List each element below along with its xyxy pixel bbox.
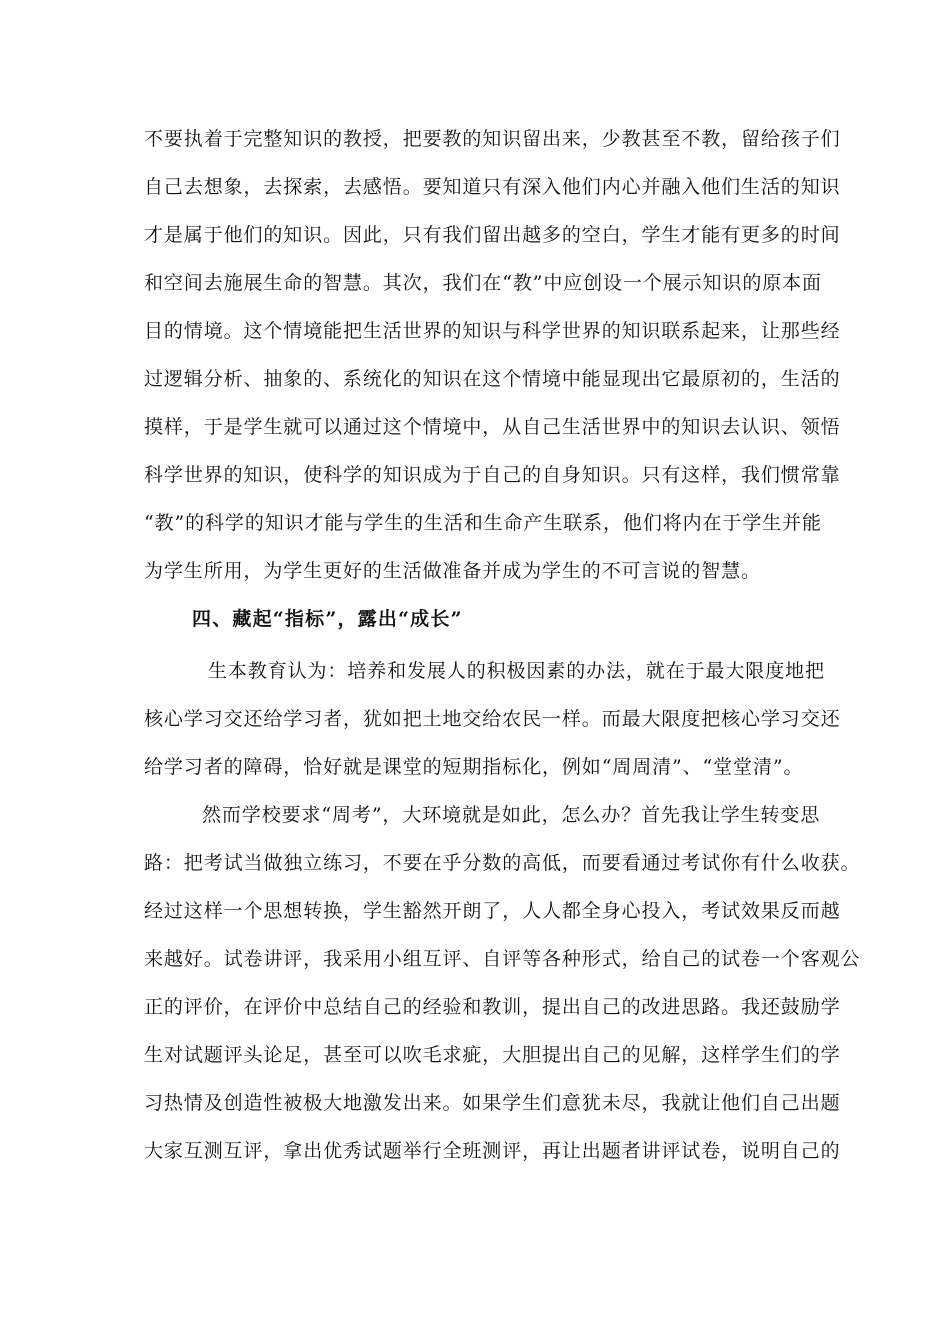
paragraph-line: 给学习者的障碍，恰好就是课堂的短期指标化，例如“周周清”、“堂堂清”。 <box>144 756 804 778</box>
paragraph-line: 才是属于他们的知识。因此，只有我们留出越多的空白，学生才能有更多的时间 <box>144 224 841 246</box>
paragraph-line: 科学世界的知识，使科学的知识成为于自己的自身知识。只有这样，我们惯常靠 <box>144 464 841 486</box>
paragraph-line: 过逻辑分析、抽象的、系统化的知识在这个情境中能显现出它最原初的，生活的 <box>144 368 841 390</box>
paragraph-line: 目的情境。这个情境能把生活世界的知识与科学世界的知识联系起来，让那些经 <box>144 320 841 342</box>
paragraph-line: 核心学习交还给学习者，犹如把土地交给农民一样。而最大限度把核心学习交还 <box>144 708 841 730</box>
paragraph-line: 大家互测互评，拿出优秀试题举行全班测评，再让出题者讲评试卷，说明自己的 <box>144 1140 841 1162</box>
paragraph-line: 经过这样一个思想转换，学生豁然开朗了，人人都全身心投入，考试效果反而越 <box>144 900 841 922</box>
paragraph-line: 为学生所用，为学生更好的生活做准备并成为学生的不可言说的智慧。 <box>144 560 761 582</box>
paragraph-line: “教”的科学的知识才能与学生的生活和生命产生联系，他们将内在于学生并能 <box>144 512 822 534</box>
paragraph-line: 不要执着于完整知识的教授，把要教的知识留出来，少教甚至不教，留给孩子们 <box>144 128 841 150</box>
paragraph-line: 摸样，于是学生就可以通过这个情境中，从自己生活世界中的知识去认识、领悟 <box>144 416 841 438</box>
paragraph-line: 生对试题评头论足，甚至可以吹毛求疵，大胆提出自己的见解，这样学生们的学 <box>144 1044 841 1066</box>
paragraph-line: 路：把考试当做独立练习，不要在乎分数的高低，而要看通过考试你有什么收获。 <box>144 852 861 874</box>
paragraph-line: 自己去想象，去探索，去感悟。要知道只有深入他们内心并融入他们生活的知识 <box>144 176 841 198</box>
paragraph-line: 生本教育认为：培养和发展人的积极因素的办法，就在于最大限度地把 <box>208 660 825 682</box>
paragraph-line: 然而学校要求“周考”，大环境就是如此，怎么办？首先我让学生转变思 <box>202 804 821 826</box>
paragraph-line: 习热情及创造性被极大地激发出来。如果学生们意犹未尽，我就让他们自己出题 <box>144 1092 841 1114</box>
paragraph-line: 正的评价，在评价中总结自己的经验和教训，提出自己的改进思路。我还鼓励学 <box>144 996 841 1018</box>
paragraph-line: 来越好。试卷讲评，我采用小组互评、自评等各种形式，给自己的试卷一个客观公 <box>144 948 861 970</box>
paragraph-line: 和空间去施展生命的智慧。其次，我们在“教”中应创设一个展示知识的原本面 <box>144 272 822 294</box>
section-heading: 四、藏起“指标”，露出“成长” <box>192 608 463 630</box>
